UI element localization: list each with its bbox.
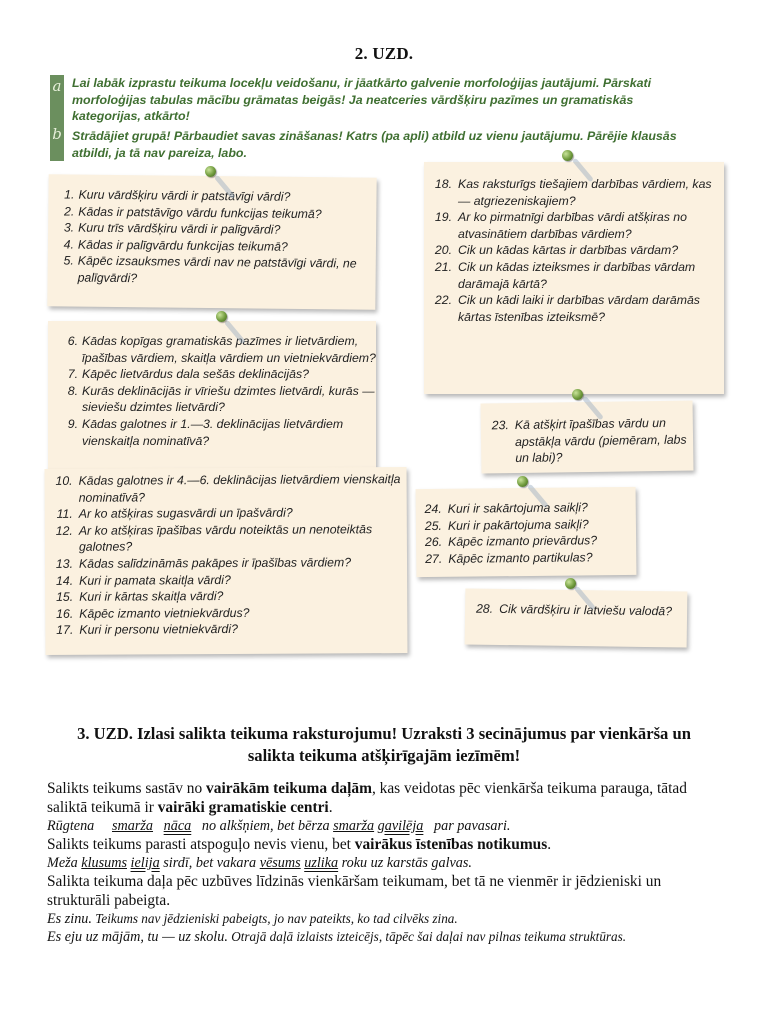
p2-end: . <box>547 835 552 853</box>
note-question-23 <box>481 401 694 474</box>
p1-bold: vairākām teikuma daļām <box>206 780 372 797</box>
question-number: 1. <box>64 187 75 202</box>
question-text: Kāpēc izmanto partikulas? <box>448 550 593 566</box>
ex2-end: roku uz karstās galvas. <box>341 855 472 872</box>
pin-icon <box>565 578 576 589</box>
ex1-end: par pavasari. <box>434 818 511 835</box>
question-item <box>60 366 376 383</box>
question-item <box>60 416 376 449</box>
question-number: 2. <box>63 204 75 219</box>
question-item <box>51 620 407 638</box>
ex2-predicate: ielija <box>130 855 160 872</box>
question-number: 20. <box>434 243 452 258</box>
ex1-text: no alkšņiem, bet bērza <box>201 818 330 835</box>
question-text: Kuru vārdšķiru vārdi ir patstāvīgi vārdi? <box>78 187 291 204</box>
question-number: 28. <box>475 601 494 616</box>
example-2 <box>47 854 727 873</box>
pin-icon <box>205 166 216 177</box>
paragraph-3: Salikta teikuma daļa pēc uzbūves līdzinās vienkāršam teikumam, bet tā ne vienmēr ir jēdzieniski un strukturāli pabeigta. <box>47 872 662 909</box>
question-number: 21. <box>434 259 452 274</box>
question-number: 15. <box>56 589 74 605</box>
note4-list <box>430 176 724 325</box>
ex2-subject-2: vēsums <box>259 855 301 872</box>
paragraph-2 <box>47 836 727 855</box>
note-questions-1-5 <box>47 174 376 309</box>
question-number: 26. <box>424 535 443 550</box>
ex4-comment: Otrajā daļā izlaists izteicējs, tāpēc šai daļai nav pilnas teikuma struktūras. <box>231 929 627 945</box>
ex1-subject: smarža <box>112 818 154 835</box>
question-number: 17. <box>56 623 74 638</box>
question-text: Kurās deklinācijās ir vīriešu dzimtes lietvārdi, kurās — sieviešu dzimtes lietvārdi? <box>82 383 375 415</box>
question-text: Cik un kādas kārtas ir darbības vārdam? <box>458 243 679 258</box>
question-text: Kādas ir patstāvīgo vārdu funkcijas teikumā? <box>78 204 322 221</box>
ex4-sentence: Es eju uz mājām, tu — uz skolu. <box>47 929 228 946</box>
question-item <box>430 176 724 209</box>
note7-list <box>471 601 687 621</box>
question-text: Kādas ir palīgvārdu funkcijas teikumā? <box>77 237 288 254</box>
p2-bold: vairākus īstenības notikumus <box>354 835 548 853</box>
question-number: 4. <box>63 237 75 252</box>
question-text: Kāpēc izmanto prievārdus? <box>448 533 598 550</box>
ex1-word: Rūgtena <box>47 818 95 835</box>
intro-a: Lai labāk izprastu teikuma locekļu veidošanu, ir jāatkārto galvenie morfoloģijas jautājumi. Pārskati morfoloģijas tabulas mācību grāmatas beigās! Ja neatceries vārdšķiru pazīmes un gramatiskās kategorijas, atkārto! <box>72 76 652 123</box>
question-text: Kas raksturīgs tiešajiem darbības vārdiem, kas — atgriezeniskajiem? <box>458 177 712 208</box>
question-number: 11. <box>56 506 73 522</box>
question-text: Kuri ir pamata skaitļa vārdi? <box>79 572 231 588</box>
question-number: 24. <box>424 501 442 517</box>
note6-list <box>420 499 637 568</box>
question-number: 16. <box>56 606 74 621</box>
p1-end: . <box>328 798 333 816</box>
note3-list <box>51 471 408 639</box>
question-text: Kuri ir personu vietniekvārdi? <box>79 622 238 638</box>
note5-list <box>487 415 694 468</box>
question-item <box>430 259 724 292</box>
paragraph-1 <box>47 780 727 817</box>
p1-bold-2: vairāki gramatiskie centri <box>157 798 329 816</box>
question-item <box>51 471 407 506</box>
note-questions-10-17 <box>45 467 408 655</box>
question-text: Kāpēc izsauksmes vārdi nav ne patstāvīgi vārdi, ne palīgvārdi? <box>77 253 357 286</box>
question-item <box>430 209 724 242</box>
question-text: Kādas kopīgas gramatiskās pazīmes ir lietvārdiem, īpašības vārdiem, skaitļa vārdiem un vietniekvārdiem? <box>82 334 376 365</box>
question-number: 3. <box>63 220 75 235</box>
question-number: 25. <box>424 518 443 533</box>
ex2-predicate-2: uzlika <box>304 855 339 872</box>
ex1-subject-2: smarža <box>333 818 375 835</box>
question-text: Ar ko atšķiras īpašības vārdu noteiktās un nenoteiktās galotnes? <box>78 522 373 555</box>
intro-b: Strādājiet grupā! Pārbaudiet savas zināšanas! Katrs (pa apli) atbild uz vienu jautājumu. Pārējie klausās atbildi, ja tā nav pareiza, labo. <box>72 129 677 160</box>
question-text: Ar ko pirmatnīgi darbības vārdi atšķiras no atvasinātiem darbības vārdiem? <box>458 210 687 241</box>
question-text: Cik un kādas izteiksmes ir darbības vārdam darāmajā kārtā? <box>458 259 696 291</box>
question-number: 18. <box>434 177 452 191</box>
task3-title <box>0 723 768 767</box>
p1-text: Salikts teikums sastāv no <box>47 780 207 797</box>
question-item <box>51 587 407 605</box>
question-item <box>430 292 724 325</box>
question-number: 5. <box>63 253 74 268</box>
question-number: 13. <box>55 556 74 571</box>
bar-letter-a: a <box>52 77 62 95</box>
question-text: Kuri ir sakārtojuma saikļi? <box>447 500 588 516</box>
question-item <box>51 504 407 522</box>
question-item <box>51 571 407 589</box>
question-number: 22. <box>434 293 452 308</box>
question-text: Kuri ir kārtas skaitļa vārdi? <box>79 589 224 604</box>
question-number: 10. <box>55 473 73 488</box>
note2-list <box>60 333 376 449</box>
bar-letter-b: b <box>52 125 62 143</box>
question-text: Cik vārdšķiru ir latviešu valodā? <box>499 601 673 619</box>
question-item <box>51 521 407 556</box>
question-text: Kāpēc izmanto vietniekvārdus? <box>79 605 250 621</box>
question-text: Kuri ir pakārtojuma saikļi? <box>447 516 589 533</box>
question-number: 12. <box>55 523 73 538</box>
pin-icon <box>517 476 528 487</box>
note1-list <box>56 186 377 289</box>
example-1 <box>47 817 727 836</box>
ex2-text: sirdī, bet vakara <box>163 855 257 872</box>
question-number: 23. <box>491 418 509 433</box>
task3-body <box>47 780 727 946</box>
question-item <box>487 415 694 468</box>
ex3-sentence: Es zinu. <box>47 911 92 928</box>
question-item <box>60 383 376 416</box>
note-questions-18-22 <box>424 162 724 394</box>
note-questions-6-9 <box>48 321 376 471</box>
task2-title: 2. UZD. <box>354 44 414 63</box>
ex3-comment: Teikums nav jēdzieniski pabeigts, jo nav pateikts, ko tad cilvēks zina. <box>95 911 458 927</box>
p1-text-2: , kas veidotas pēc vienkārša teikuma parauga, tātad saliktā teikumā ir <box>47 780 687 816</box>
question-item <box>56 253 376 290</box>
note-question-28 <box>465 588 688 647</box>
question-text: Kādas galotnes ir 1.—3. deklinācijas lietvārdiem vienskaitļa nominatīvā? <box>82 416 344 448</box>
instruction-bar <box>50 75 64 161</box>
question-item <box>51 604 407 622</box>
question-number: 6. <box>67 334 78 348</box>
ex1-predicate-2: gavilēja <box>377 818 424 835</box>
pin-icon <box>216 311 227 322</box>
p2-text: Salikts teikums parasti atspoguļo nevis vienu, bet <box>47 835 355 853</box>
example-3 <box>47 910 727 928</box>
question-number: 9. <box>67 416 78 431</box>
question-item <box>420 549 636 568</box>
question-number: 19. <box>434 210 452 225</box>
question-text: Ar ko atšķiras sugasvārdi un īpašvārdi? <box>78 505 293 521</box>
question-item <box>471 601 687 621</box>
task3-title-text: 3. UZD. Izlasi salikta teikuma raksturojumu! Uzraksti 3 secinājumus par vienkārša un salikta teikuma atšķirīgajām iezīmēm! <box>77 724 691 765</box>
ex1-predicate: nāca <box>163 818 192 835</box>
question-text: Cik un kādi laiki ir darbības vārdam darāmās kārtas īstenības izteiksmē? <box>458 293 700 324</box>
question-text: Kā atšķirt īpašības vārdu un apstākļa vārdu (piemēram, labs un labi)? <box>514 415 687 466</box>
question-item <box>51 554 407 572</box>
question-number: 8. <box>67 383 78 398</box>
pin-icon <box>572 389 583 400</box>
question-item <box>60 333 376 366</box>
question-text: Kādas salīdzināmās pakāpes ir īpašības vārdiem? <box>78 555 352 571</box>
pin-icon <box>562 150 573 161</box>
ex2-subject: klusums <box>81 855 127 872</box>
note-questions-24-27 <box>416 487 637 577</box>
question-text: Kāpēc lietvārdus dala sešās deklinācijās? <box>82 367 309 382</box>
question-number: 7. <box>67 367 78 382</box>
ex2-word: Meža <box>47 855 78 872</box>
question-item <box>430 242 724 259</box>
example-4 <box>47 928 727 946</box>
question-text: Kuru trīs vārdšķiru vārdi ir palīgvārdi? <box>78 220 281 237</box>
question-number: 14. <box>55 573 74 588</box>
question-text: Kādas galotnes ir 4.—6. deklinācijas lietvārdiem vienskaitļa nominatīvā? <box>78 472 401 505</box>
question-number: 27. <box>425 551 443 566</box>
